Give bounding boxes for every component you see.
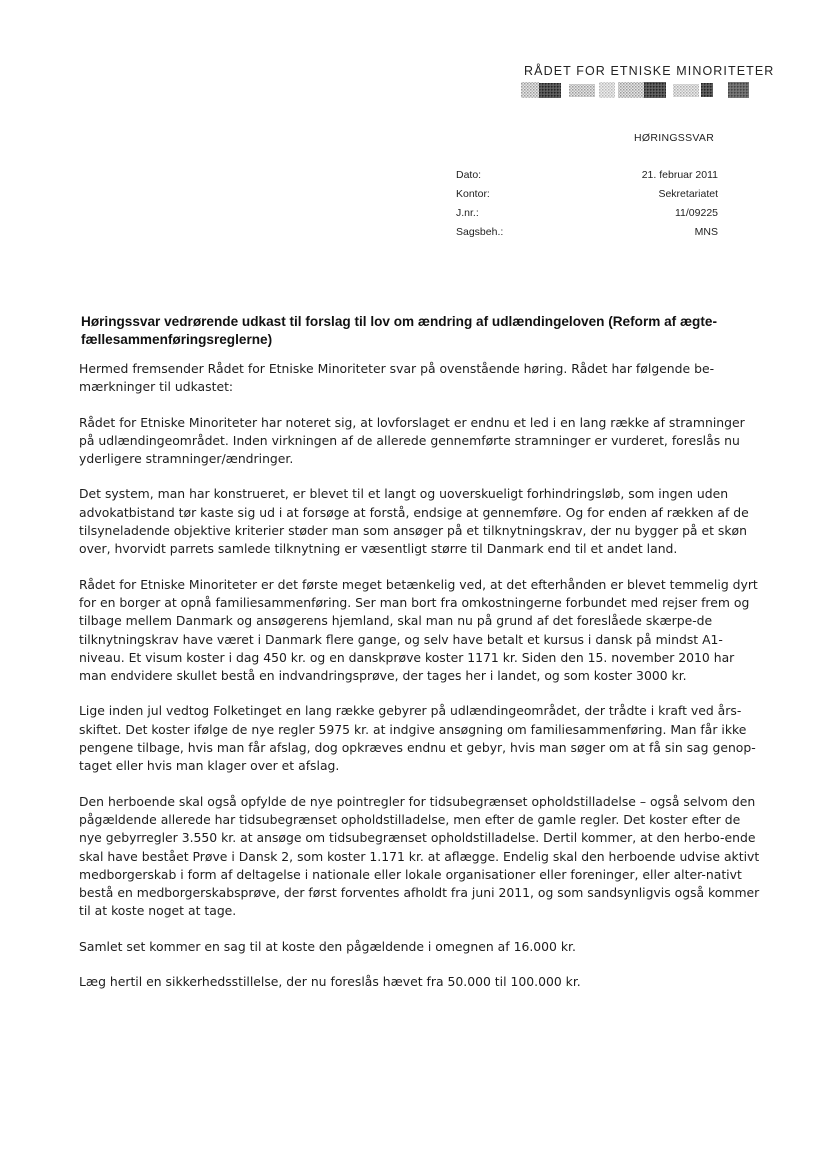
paragraph: Hermed fremsender Rådet for Etniske Minoriteter svar på ovenstående høring. Rådet har følgende be-mærkninger til udkastet: <box>79 361 715 395</box>
paragraph: Den herboende skal også opfylde de nye pointregler for tidsubegrænset opholdstilladelse – også selvom den pågældende allerede har tidsubegrænset opholdstilladelse, men efter de gamle regler. Det koster efter de nye gebyrregler 3.550 kr. at ansøge om tidsubegrænset opholdstilladelse. Dertil kommer, at den herbo-ende skal have bestået Prøve i Dansk 2, som koster 1.171 kr. at aflægge. Endelig skal den herboende udvise aktivt medborgerskab i form af deltagelse i nationale eller lokale organisationer eller foreninger, eller alter-nativt bestå en medborgerskabsprøve, der først forventes afholdt fra juni 2011, og som sandsynligvis også kommer til at koste noget at tage. <box>79 793 760 919</box>
meta-label: Dato: <box>456 169 482 181</box>
meta-label: Sagsbeh.: <box>456 226 504 238</box>
meta-value: Sekretariatet <box>658 188 718 200</box>
meta-value: 21. februar 2011 <box>641 169 718 181</box>
logo-pattern-icon <box>521 80 749 100</box>
organization-name: RÅDET FOR ETNISKE MINORITETER <box>524 64 775 78</box>
meta-row-case-officer <box>456 223 718 242</box>
subject-heading: Høringssvar vedrørende udkast til forslag til lov om ændring af udlændingeloven (Reform af ægte-fællesammenføringsreglerne) <box>81 314 717 347</box>
paragraph: Rådet for Etniske Minoriteter er det første meget betænkelig ved, at det efterhånden er blevet temmelig dyrt for en borger at opnå familiesammenføring. Ser man bort fra omkostningerne forbundet med rejser frem og tilbage mellem Danmark og ansøgerens hjemland, skal man nu på grund af det foreslåede skærpe-de tilknytningskrav have været i Danmark flere gange, og selv have betalt et kursus i dansk på mindst A1-niveau. Et visum koster i dag 450 kr. og en danskprøve koster 1171 kr. Siden den 15. november 2010 har man endvidere skullet bestå en indvandringsprøve, der tages her i landet, og som koster 3000 kr. <box>79 576 758 684</box>
meta-label: Kontor: <box>456 188 490 200</box>
meta-value: MNS <box>694 226 718 238</box>
paragraph: Lige inden jul vedtog Folketinget en lang række gebyrer på udlændingeområdet, der trådte i kraft ved års-skiftet. Det koster ifølge de nye regler 5975 kr. at indgive ansøgning om familiesammenføring. Man får ikke pengene tilbage, hvis man får afslag, dog opkræves endnu et gebyr, hvis man søger om at få sin sag genop-taget eller hvis man klager over et afslag. <box>79 703 756 774</box>
paragraph: Læg hertil en sikkerhedsstillelse, der nu foreslås hævet fra 50.000 til 100.000 kr. <box>79 974 581 990</box>
paragraph: Rådet for Etniske Minoriteter har noteret sig, at lovforslaget er endnu et led i en lang række af stramninger på udlændingeområdet. Inden virkningen af de allerede gennemførte stramninger er vurderet, foreslås nu yderligere stramninger/ændringer. <box>79 414 745 467</box>
document-type: HØRINGSSVAR <box>634 132 715 144</box>
meta-row-office <box>456 185 718 204</box>
meta-label: J.nr.: <box>456 207 479 219</box>
paragraph: Det system, man har konstrueret, er blevet til et langt og uoverskueligt forhindringsløb, som ingen uden advokatbistand tør kaste sig ud i at forsøge at forstå, endsige at gennemføre. Og for enden af rækken af de tilsyneladende objektive kriterier støder man som ansøger på et tilknytningskrav, der nu bygger på et skøn over, hvorvidt parrets samlede tilknytning er væsentligt større til Danmark end til et andet land. <box>79 486 749 557</box>
meta-block <box>456 166 718 242</box>
letter-body <box>79 360 761 1008</box>
meta-value: 11/09225 <box>674 207 718 219</box>
meta-row-date <box>456 166 718 185</box>
paragraph: Samlet set kommer en sag til at koste den pågældende i omegnen af 16.000 kr. <box>79 938 576 954</box>
meta-row-journal <box>456 204 718 223</box>
